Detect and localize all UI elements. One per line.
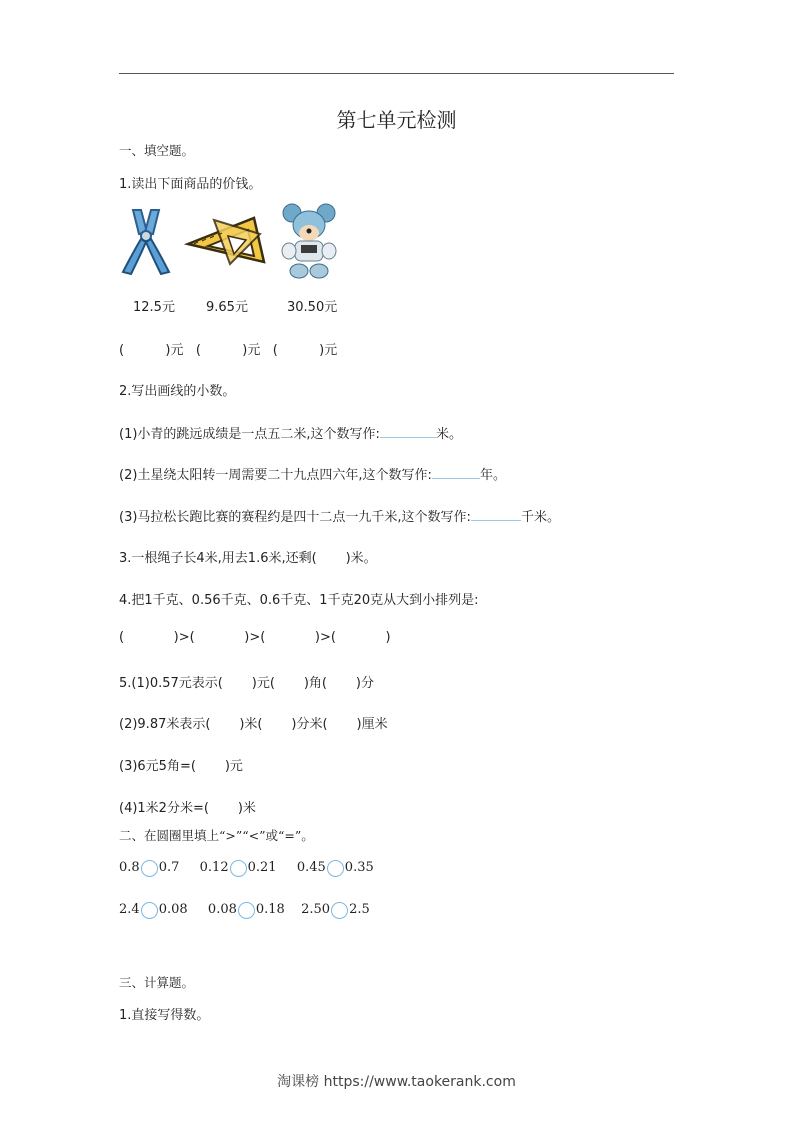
compare-right: 0.7 — [158, 860, 180, 875]
header-rule — [119, 73, 674, 74]
plush-toy-icon — [281, 201, 337, 281]
footer-watermark: 淘课榜 https://www.taokerank.com — [277, 1074, 516, 1090]
set-square-icon — [184, 214, 268, 266]
compare-circle[interactable] — [141, 902, 158, 919]
answer-blank[interactable] — [432, 466, 480, 479]
compare-row-2 — [119, 902, 370, 919]
compare-circle[interactable] — [230, 860, 247, 877]
q2-part3-text: (3)马拉松长跑比赛的赛程约是四十二点一九千米,这个数写作: — [119, 510, 471, 525]
q2-part2-text: (2)土星绕太阳转一周需要二十九点四六年,这个数写作: — [119, 468, 432, 483]
q1-text: 1.读出下面商品的价钱。 — [119, 177, 262, 192]
q2-part2-unit: 年。 — [479, 468, 506, 483]
q3-text: 3.一根绳子长4米,用去1.6米,还剩( )米。 — [119, 551, 377, 566]
q1-answer-line: ( )元 ( )元 ( )元 — [119, 343, 338, 358]
compare-left: 0.8 — [119, 860, 140, 875]
q4-answer-line: ( )>( )>( )>( ) — [119, 630, 391, 645]
section3-q1-text: 1.直接写得数。 — [119, 1008, 210, 1023]
q2-text: 2.写出画线的小数。 — [119, 384, 236, 399]
compare-right: 2.5 — [349, 902, 370, 917]
q2-part3-unit: 千米。 — [520, 510, 560, 525]
answer-blank[interactable] — [471, 508, 521, 521]
q2-part1-text: (1)小青的跳远成绩是一点五二米,这个数写作: — [119, 427, 380, 442]
price-label-2: 9.65元 — [206, 300, 248, 315]
compare-circle[interactable] — [327, 860, 344, 877]
compare-left: 0.08 — [207, 902, 237, 917]
compare-right: 0.18 — [255, 902, 285, 917]
compare-circle[interactable] — [141, 860, 158, 877]
compare-right: 0.08 — [158, 902, 188, 917]
compare-left: 0.45 — [296, 860, 326, 875]
section2-heading: 二、在圆圈里填上“>”“<”或“=”。 — [119, 828, 314, 843]
page-title: 第七单元检测 — [336, 108, 457, 132]
compare-right: 0.21 — [247, 860, 277, 875]
price-label-1: 12.5元 — [133, 300, 175, 315]
q2-part3 — [119, 506, 560, 525]
compare-left: 2.50 — [301, 902, 331, 917]
q2-part1 — [119, 423, 462, 442]
compare-left: 0.12 — [199, 860, 229, 875]
pliers-icon — [119, 206, 173, 276]
answer-blank[interactable] — [380, 425, 436, 438]
compare-left: 2.4 — [119, 902, 140, 917]
q5-part3: (3)6元5角=( )元 — [119, 759, 243, 774]
q2-part2 — [119, 464, 506, 483]
section1-heading: 一、填空题。 — [119, 143, 195, 158]
q4-text: 4.把1千克、0.56千克、0.6千克、1千克20克从大到小排列是: — [119, 593, 479, 608]
price-label-3: 30.50元 — [287, 300, 338, 315]
compare-circle[interactable] — [238, 902, 255, 919]
q2-part1-unit: 米。 — [435, 427, 462, 442]
compare-row-1 — [119, 860, 374, 877]
q5-part2: (2)9.87米表示( )米( )分米( )厘米 — [119, 717, 388, 732]
section3-heading: 三、计算题。 — [119, 975, 195, 990]
compare-right: 0.35 — [344, 860, 374, 875]
q5-part4: (4)1米2分米=( )米 — [119, 801, 256, 816]
compare-circle[interactable] — [331, 902, 348, 919]
q5-part1: 5.(1)0.57元表示( )元( )角( )分 — [119, 676, 374, 691]
